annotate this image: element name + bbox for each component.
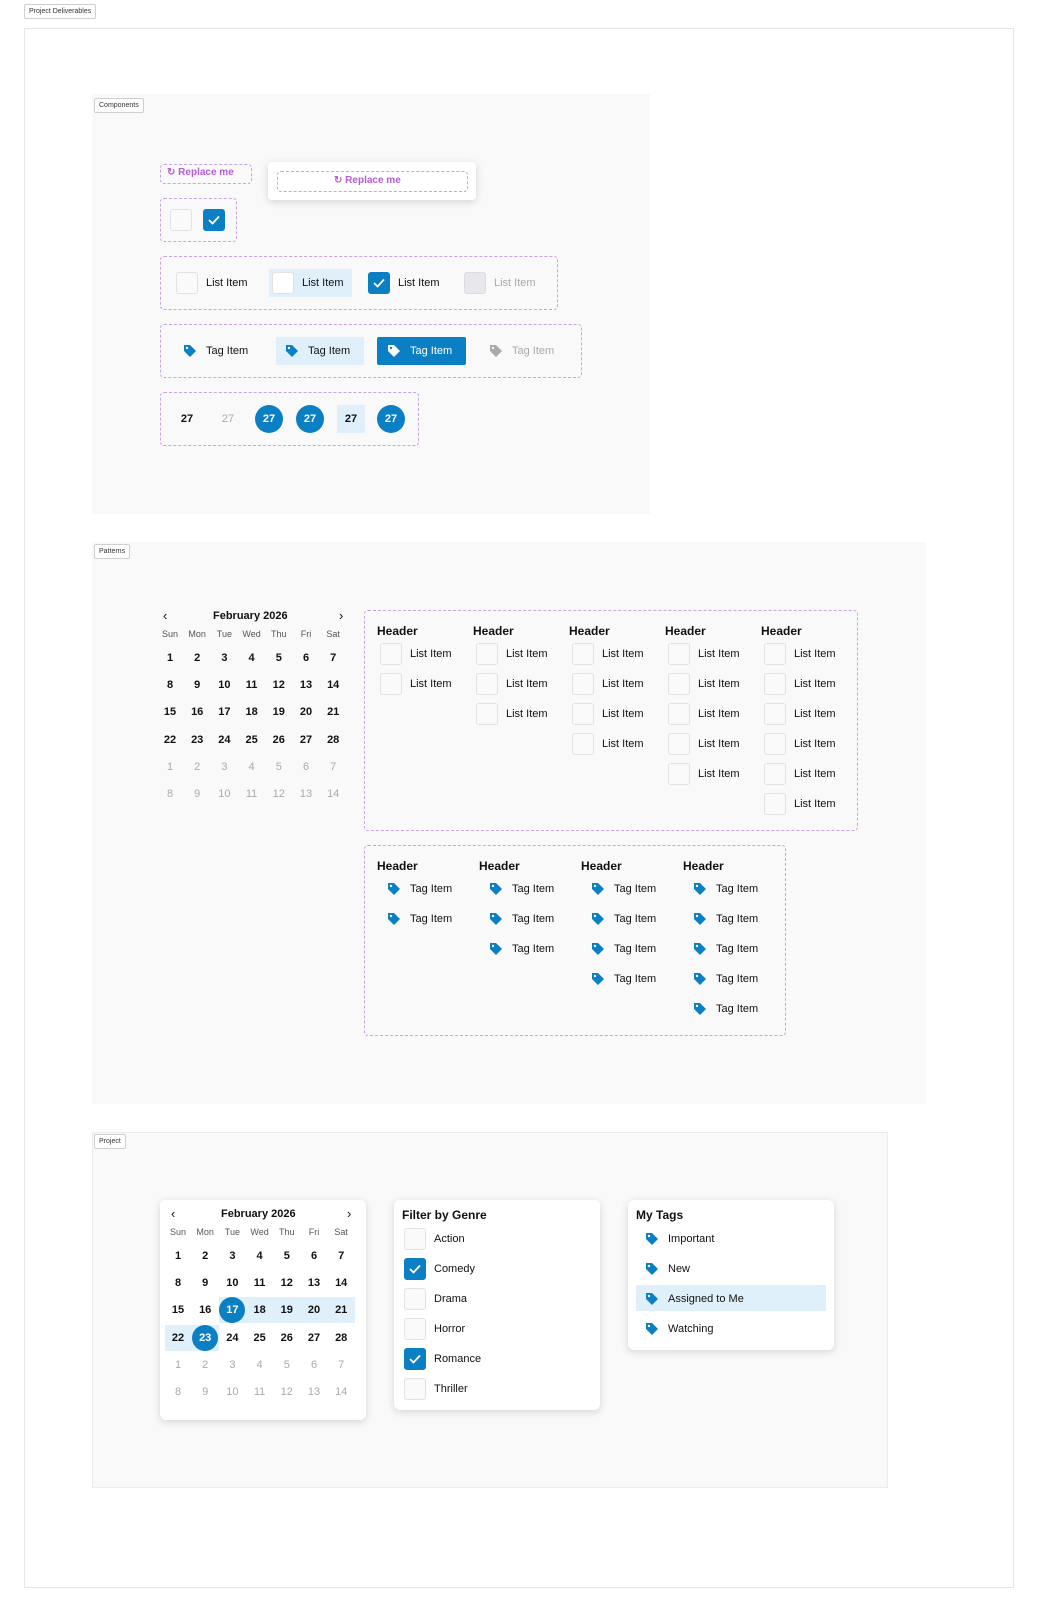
calendar-day[interactable]: 21 — [327, 706, 340, 719]
calendar-day: 9 — [202, 1386, 209, 1398]
next-month-icon[interactable]: › — [347, 1206, 352, 1221]
column-header: Header — [569, 624, 610, 638]
genre-checkbox[interactable] — [404, 1318, 426, 1340]
calendar-day[interactable]: 20 — [307, 1304, 321, 1317]
list-item-label: List Item — [602, 678, 644, 690]
list-item-checkbox[interactable] — [764, 643, 786, 665]
calendar-day: 12 — [280, 1386, 293, 1398]
calendar-day[interactable]: 9 — [194, 679, 201, 692]
calendar-day[interactable]: 12 — [272, 679, 285, 692]
day-default[interactable]: 27 — [180, 413, 194, 425]
tag-icon — [693, 882, 707, 896]
column-header: Header — [377, 859, 418, 873]
patterns-label: Patterns — [94, 544, 130, 559]
list-item-label: List Item — [602, 738, 644, 750]
checkbox-checked[interactable] — [203, 209, 225, 231]
calendar-day[interactable]: 8 — [174, 1277, 182, 1290]
tag-icon — [645, 1292, 659, 1306]
weekday-label: Tue — [224, 1227, 240, 1237]
calendar-day[interactable]: 10 — [226, 1277, 239, 1290]
tag-label[interactable]: New — [668, 1263, 691, 1275]
calendar-day[interactable]: 4 — [248, 652, 255, 664]
genre-label: Romance — [434, 1353, 482, 1365]
list-item-label: List Item — [794, 648, 836, 660]
calendar-day: 5 — [275, 760, 282, 773]
list-item-checkbox[interactable] — [668, 673, 690, 695]
list-item-checkbox[interactable] — [176, 272, 198, 294]
tag-item-label: Tag Item — [716, 943, 759, 955]
calendar-day: 4 — [248, 760, 255, 773]
list-item-label: List Item — [698, 648, 740, 660]
calendar-day[interactable]: 19 — [280, 1304, 293, 1317]
calendar-day[interactable]: 11 — [245, 679, 258, 692]
weekday-label: Sat — [334, 1227, 348, 1237]
calendar-day: 1 — [174, 1358, 182, 1371]
tag-icon — [693, 1002, 707, 1016]
tag-icon — [591, 882, 605, 896]
calendar-day: 2 — [202, 1358, 209, 1371]
tag-item-label: Tag Item — [512, 913, 555, 925]
day-in-range[interactable]: 27 — [337, 405, 365, 433]
list-item-checkbox[interactable] — [668, 643, 690, 665]
calendar-day[interactable]: 26 — [272, 733, 285, 746]
calendar-day: 11 — [253, 1386, 266, 1398]
calendar-day[interactable]: 5 — [283, 1250, 290, 1262]
list-item-checkbox[interactable] — [572, 673, 594, 695]
calendar-day[interactable]: 13 — [299, 679, 313, 692]
tag-icon — [183, 344, 197, 358]
tag-label[interactable]: Important — [668, 1233, 715, 1245]
day-selected-range[interactable]: 27 — [296, 405, 324, 433]
tag-item-label: Tag Item — [206, 345, 249, 357]
calendar-day[interactable]: 6 — [310, 1250, 318, 1262]
tag-icon — [285, 344, 299, 358]
calendar-day[interactable]: 11 — [253, 1277, 266, 1290]
tag-icon — [387, 882, 401, 896]
calendar-day[interactable]: 3 — [221, 652, 228, 664]
list-item-label: List Item — [602, 708, 644, 720]
column-header: Header — [581, 859, 622, 873]
calendar-day[interactable]: 18 — [245, 706, 258, 719]
list-item-checkbox[interactable] — [668, 733, 690, 755]
list-item-label: List Item — [506, 648, 548, 660]
tag-icon — [693, 942, 707, 956]
weekday-label: Sun — [169, 1227, 186, 1237]
checkbox-unchecked[interactable] — [170, 209, 192, 231]
day-selected[interactable]: 27 — [255, 405, 283, 433]
calendar-day[interactable]: 17 — [219, 1297, 245, 1323]
tag-icon — [387, 344, 401, 358]
calendar-day[interactable]: 28 — [327, 733, 340, 746]
list-item-label: List Item — [398, 277, 440, 289]
tag-item-label: Tag Item — [614, 973, 657, 985]
tag-item-label: Tag Item — [716, 973, 759, 985]
calendar-day: 14 — [335, 1386, 348, 1398]
calendar-day[interactable]: 23 — [191, 733, 204, 746]
list-item-label: List Item — [302, 277, 344, 289]
list-item-label: List Item — [794, 798, 836, 810]
genre-label: Thriller — [434, 1383, 468, 1395]
calendar-day: 7 — [330, 760, 337, 773]
tag-icon — [693, 972, 707, 986]
weekday-label: Sun — [161, 629, 178, 639]
calendar-day[interactable]: 14 — [327, 679, 340, 692]
replace-label: ↻ Replace me — [167, 167, 234, 178]
tag-item-label: Tag Item — [716, 883, 759, 895]
weekday-label: Wed — [242, 629, 261, 639]
genre-label: Drama — [434, 1293, 468, 1305]
list-item-checkbox[interactable] — [380, 643, 402, 665]
calendar-day[interactable]: 25 — [245, 733, 258, 746]
column-header: Header — [665, 624, 706, 638]
calendar-day[interactable]: 7 — [338, 1250, 345, 1262]
genre-checkbox[interactable] — [404, 1228, 426, 1250]
tag-icon — [591, 942, 605, 956]
calendar-day[interactable]: 17 — [218, 706, 231, 719]
list-item-checkbox[interactable] — [572, 733, 594, 755]
list-item-checkbox[interactable] — [572, 643, 594, 665]
calendar-day[interactable]: 24 — [226, 1331, 239, 1344]
list-item-label: List Item — [506, 678, 548, 690]
calendar-day[interactable]: 24 — [218, 733, 231, 746]
page-title: Project Deliverables — [24, 4, 96, 19]
column-header: Header — [473, 624, 514, 638]
column-header: Header — [683, 859, 724, 873]
calendar-day: 13 — [307, 1386, 321, 1398]
calendar-day: 8 — [166, 788, 174, 800]
weekday-label: Thu — [279, 1227, 295, 1237]
genre-checkbox[interactable] — [404, 1258, 426, 1280]
list-item-checkbox[interactable] — [476, 673, 498, 695]
list-item-checkbox[interactable] — [668, 703, 690, 725]
calendar-day[interactable]: 1 — [174, 1250, 182, 1262]
weekday-label: Sat — [326, 629, 340, 639]
list-item-checkbox[interactable] — [272, 272, 294, 294]
list-item-label: List Item — [794, 738, 836, 750]
list-item-label: List Item — [698, 768, 740, 780]
calendar-day[interactable]: 22 — [171, 1331, 185, 1344]
genre-checkbox[interactable] — [404, 1348, 426, 1370]
calendar-day: 7 — [338, 1358, 345, 1371]
calendar-day[interactable]: 8 — [166, 679, 174, 692]
day-muted: 27 — [221, 413, 235, 425]
calendar-day[interactable]: 5 — [275, 652, 282, 664]
list-item-checkbox[interactable] — [476, 703, 498, 725]
project-label: Project — [94, 1134, 126, 1149]
calendar-day[interactable]: 16 — [191, 706, 204, 719]
list-item-checkbox[interactable] — [764, 673, 786, 695]
list-item-label: List Item — [206, 277, 248, 289]
list-item-label: List Item — [602, 648, 644, 660]
calendar-day[interactable]: 23 — [192, 1325, 218, 1351]
calendar-day: 2 — [194, 760, 201, 773]
tag-icon — [489, 882, 503, 896]
tag-item-label: Tag Item — [716, 1003, 759, 1015]
tag-item-label: Tag Item — [410, 345, 453, 357]
tag-icon — [387, 912, 401, 926]
calendar-day[interactable]: 21 — [335, 1304, 348, 1317]
tag-icon — [645, 1262, 659, 1276]
calendar-day: 6 — [310, 1358, 318, 1371]
tag-item-label: Tag Item — [512, 883, 555, 895]
next-month-icon[interactable]: › — [339, 608, 344, 623]
calendar-day: 3 — [221, 760, 228, 773]
list-item-checkbox[interactable] — [764, 793, 786, 815]
genre-label: Comedy — [434, 1263, 475, 1275]
column-header: Header — [479, 859, 520, 873]
tag-item-label: Tag Item — [614, 883, 657, 895]
calendar-day[interactable]: 20 — [299, 706, 313, 719]
list-item-checkbox[interactable] — [476, 643, 498, 665]
list-item-checkbox[interactable] — [572, 703, 594, 725]
calendar-day[interactable]: 28 — [335, 1331, 348, 1344]
calendar-day[interactable]: 15 — [163, 706, 177, 719]
tag-item-label: Tag Item — [614, 943, 657, 955]
list-item-checkbox-checked[interactable] — [368, 272, 390, 294]
calendar-day: 8 — [174, 1386, 182, 1398]
calendar-day[interactable]: 7 — [330, 652, 337, 664]
calendar-day: 13 — [299, 788, 313, 800]
calendar-month: February 2026 — [221, 1208, 296, 1220]
prev-month-icon[interactable]: ‹ — [171, 1206, 176, 1221]
day-selected-end[interactable]: 27 — [377, 405, 405, 433]
calendar-day[interactable]: 27 — [307, 1331, 321, 1344]
list-item-checkbox[interactable] — [764, 733, 786, 755]
column-header: Header — [761, 624, 802, 638]
calendar-day: 3 — [229, 1358, 236, 1371]
column-header: Header — [377, 624, 418, 638]
list-item-label: List Item — [410, 648, 452, 660]
calendar-day: 14 — [327, 788, 340, 800]
list-item-checkbox[interactable] — [380, 673, 402, 695]
tag-label[interactable]: Watching — [668, 1323, 714, 1335]
my-tags-title: My Tags — [636, 1208, 684, 1222]
calendar-day[interactable]: 15 — [171, 1304, 185, 1317]
weekday-label: Mon — [188, 629, 206, 639]
tag-item-label: Tag Item — [512, 345, 555, 357]
calendar-day[interactable]: 22 — [163, 733, 177, 746]
calendar-day[interactable]: 1 — [166, 652, 174, 664]
tag-icon — [489, 942, 503, 956]
calendar-day: 1 — [166, 760, 174, 773]
calendar-day[interactable]: 4 — [256, 1250, 263, 1262]
list-item-label: List Item — [506, 708, 548, 720]
calendar-day[interactable]: 6 — [302, 652, 310, 664]
weekday-label: Wed — [250, 1227, 269, 1237]
weekday-label: Mon — [196, 1227, 214, 1237]
list-item-label: List Item — [698, 678, 740, 690]
calendar-day[interactable]: 18 — [253, 1304, 266, 1317]
tag-item-label: Tag Item — [716, 913, 759, 925]
genre-checkbox[interactable] — [404, 1378, 426, 1400]
tag-icon — [645, 1322, 659, 1336]
calendar-day: 5 — [283, 1358, 290, 1371]
tag-item-label: Tag Item — [512, 943, 555, 955]
tag-icon — [489, 344, 503, 358]
tag-icon — [591, 972, 605, 986]
calendar-day: 12 — [272, 788, 285, 800]
list-item-checkbox[interactable] — [668, 763, 690, 785]
weekday-label: Fri — [300, 629, 312, 639]
calendar-day[interactable]: 9 — [202, 1277, 209, 1290]
tag-item-label: Tag Item — [410, 883, 453, 895]
weekday-label: Thu — [271, 629, 287, 639]
tag-icon — [489, 912, 503, 926]
list-item-checkbox-disabled — [464, 272, 486, 294]
list-item-label: List Item — [698, 708, 740, 720]
tag-label[interactable]: Assigned to Me — [668, 1293, 744, 1305]
list-item-label: List Item — [410, 678, 452, 690]
tag-icon — [591, 912, 605, 926]
calendar-day: 10 — [226, 1386, 239, 1398]
calendar-day: 6 — [302, 760, 310, 773]
genre-label: Action — [434, 1233, 465, 1245]
tag-item-label: Tag Item — [614, 913, 657, 925]
calendar-day[interactable]: 19 — [272, 706, 285, 719]
calendar-day[interactable]: 12 — [280, 1277, 293, 1290]
genre-checkbox[interactable] — [404, 1288, 426, 1310]
list-item-label: List Item — [698, 738, 740, 750]
list-item-label: List Item — [794, 708, 836, 720]
tag-item-label: Tag Item — [410, 913, 453, 925]
calendar-day[interactable]: 16 — [199, 1304, 212, 1317]
list-item-checkbox[interactable] — [764, 763, 786, 785]
list-item-label: List Item — [794, 768, 836, 780]
calendar-day[interactable]: 2 — [202, 1250, 209, 1262]
prev-month-icon[interactable]: ‹ — [163, 608, 168, 623]
tag-item-label: Tag Item — [308, 345, 351, 357]
list-item-label: List Item — [794, 678, 836, 690]
tag-icon — [693, 912, 707, 926]
weekday-label: Tue — [216, 629, 232, 639]
calendar-month: February 2026 — [213, 610, 288, 622]
calendar-day[interactable]: 26 — [280, 1331, 293, 1344]
calendar-day[interactable]: 13 — [307, 1277, 321, 1290]
weekday-label: Fri — [308, 1227, 320, 1237]
calendar-day[interactable]: 14 — [335, 1277, 348, 1290]
replace-label: ↻ Replace me — [334, 175, 401, 186]
calendar-day: 10 — [218, 788, 231, 800]
calendar-day[interactable]: 10 — [218, 679, 231, 692]
genre-filter-title: Filter by Genre — [402, 1208, 487, 1222]
calendar-day: 9 — [194, 788, 201, 800]
calendar-day: 11 — [245, 788, 258, 800]
calendar-day[interactable]: 2 — [194, 652, 201, 664]
calendar-day[interactable]: 27 — [299, 733, 313, 746]
calendar-day[interactable]: 25 — [253, 1331, 266, 1344]
calendar-day[interactable]: 3 — [229, 1250, 236, 1262]
list-item-label: List Item — [494, 277, 536, 289]
tag-icon — [645, 1232, 659, 1246]
genre-label: Horror — [434, 1323, 466, 1335]
list-item-checkbox[interactable] — [764, 703, 786, 725]
calendar-day: 4 — [256, 1358, 263, 1371]
components-label: Components — [94, 98, 144, 113]
